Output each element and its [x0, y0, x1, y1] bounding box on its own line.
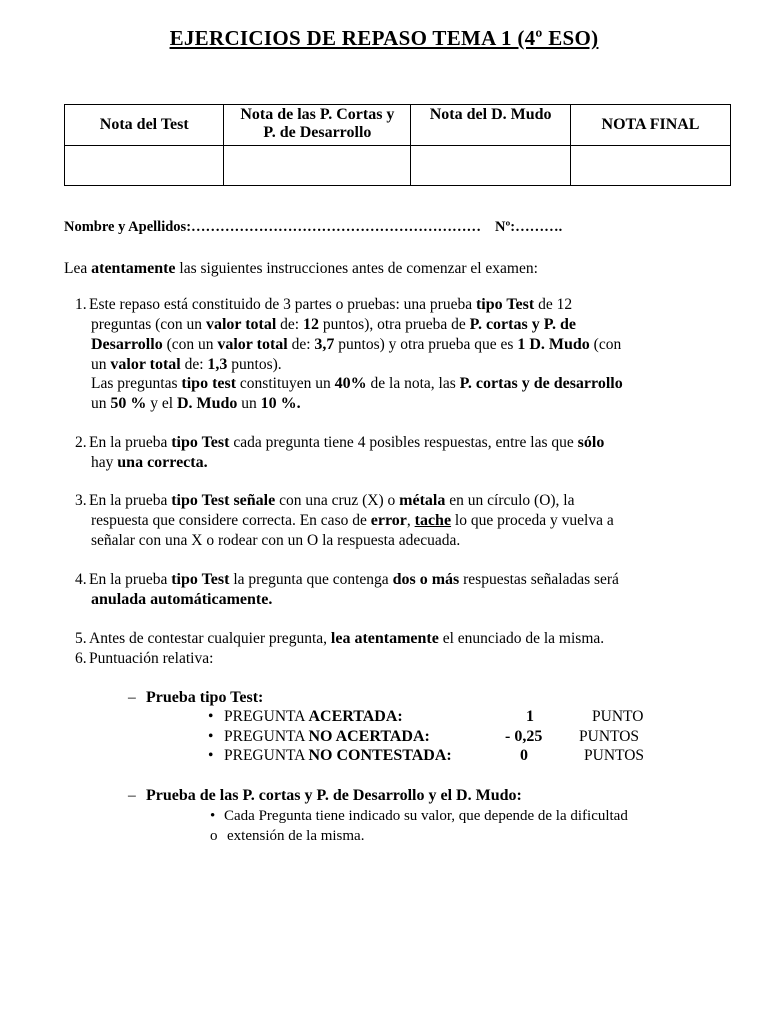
text: ,	[406, 512, 415, 529]
page-title: EJERCICIOS DE REPASO TEMA 1 (4º ESO)	[169, 26, 599, 50]
bold-text: métala	[399, 492, 446, 509]
text: En la prueba	[89, 571, 172, 588]
text: un	[91, 356, 111, 373]
short-answer-grade-cell[interactable]	[224, 146, 411, 186]
bold-text: valor total	[205, 316, 277, 333]
name-blank[interactable]: ……………………………………………………	[191, 219, 482, 235]
text: (con un	[162, 336, 218, 353]
bold-text: tache	[414, 512, 452, 529]
item-2-number: 2.	[75, 434, 87, 451]
bold-text: - 0,25	[505, 728, 543, 745]
dash-bullet: –	[128, 689, 136, 706]
item-6-number: 6.	[75, 650, 87, 667]
text: con una cruz (X) o	[275, 492, 400, 509]
bold-text: NO ACERTADA:	[308, 728, 430, 745]
number-blank[interactable]: ……….	[515, 219, 563, 235]
item-1-number: 1.	[75, 296, 87, 313]
bold-text: tipo test	[181, 375, 237, 392]
item-3-line-1	[75, 491, 722, 511]
item-5-number: 5.	[75, 630, 87, 647]
text: respuesta que considere correcta. En caso de	[91, 512, 371, 529]
intro-pre: Lea	[64, 260, 92, 277]
text: PUNTO	[592, 708, 644, 725]
bold-text: Desarrollo	[91, 336, 163, 353]
bold-text: anulada automáticamente.	[91, 591, 273, 608]
text: lo que proceda y vuelva a	[451, 512, 614, 529]
bold-text: 1,3	[207, 356, 228, 373]
item-2-line-1	[75, 433, 722, 453]
test-grade-cell[interactable]	[65, 146, 224, 186]
bold-text: Prueba de las P. cortas y P. de Desarrollo y el D. Mudo:	[146, 787, 522, 804]
bullet: •	[208, 728, 214, 745]
bullet: •	[208, 747, 214, 764]
bold-text: 50 %	[110, 395, 147, 412]
text: de:	[276, 316, 303, 333]
bold-text: ACERTADA:	[308, 708, 403, 725]
text: hay	[91, 454, 118, 471]
bold-text: sólo	[577, 434, 605, 451]
text: PREGUNTA	[224, 728, 309, 745]
text: puntos).	[227, 356, 282, 373]
header-blank-map-grade: Nota del D. Mudo	[411, 105, 571, 146]
name-label: Nombre y Apellidos:	[64, 219, 192, 235]
text: (con	[589, 336, 622, 353]
bold-text: P. cortas y de desarrollo	[459, 375, 623, 392]
bold-text: Prueba tipo Test:	[146, 689, 264, 706]
bullet: •	[208, 708, 214, 725]
grades-table	[64, 104, 731, 186]
score-row-incorrect	[208, 727, 668, 747]
text: Las preguntas	[91, 375, 182, 392]
dash-bullet: –	[128, 787, 136, 804]
text: PREGUNTA	[224, 708, 309, 725]
short-scoring-line-2	[210, 826, 364, 846]
text: un	[237, 395, 261, 412]
text: puntos), otra prueba de	[318, 316, 470, 333]
item-4-number: 4.	[75, 571, 87, 588]
text: En la prueba	[89, 434, 172, 451]
text: Puntuación relativa:	[89, 650, 214, 667]
final-grade-cell[interactable]	[571, 146, 731, 186]
intro-bold: atentamente	[91, 260, 176, 277]
bold-text: dos o más	[392, 571, 460, 588]
bold-text: tipo Test señale	[171, 492, 276, 509]
bold-text: una correcta.	[117, 454, 208, 471]
text: o	[210, 828, 218, 844]
number-label: Nº:	[495, 219, 516, 235]
text: en un círculo (O), la	[445, 492, 575, 509]
bold-text: 0	[520, 747, 528, 764]
text: preguntas (con un	[91, 316, 206, 333]
text: Cada Pregunta tiene indicado su valor, que depende de la dificultad	[224, 808, 628, 824]
text: de:	[287, 336, 315, 353]
header-short-answer-line1: Nota de las P. Cortas y	[240, 106, 395, 123]
grades-table-value-row	[65, 146, 731, 186]
header-test-grade: Nota del Test	[65, 105, 224, 146]
bold-text: valor total	[217, 336, 288, 353]
item-1-line-3	[91, 335, 722, 355]
item-4-line-1	[75, 570, 722, 590]
bold-text: tipo Test	[475, 296, 535, 313]
blank-map-grade-cell[interactable]	[411, 146, 571, 186]
text: constituyen un	[236, 375, 335, 392]
short-scoring-line-1	[210, 806, 628, 826]
score-row-unanswered	[208, 746, 668, 766]
bullet: •	[210, 808, 216, 824]
name-line	[64, 219, 562, 236]
text: PUNTOS	[579, 728, 640, 745]
text: de 12	[534, 296, 573, 313]
item-5	[75, 629, 604, 649]
text: un	[91, 395, 111, 412]
text: el enunciado de la misma.	[438, 630, 605, 647]
item-3-line-2	[91, 511, 722, 531]
intro-post: las siguientes instrucciones antes de comenzar el examen:	[175, 260, 538, 277]
bold-text: error	[370, 512, 407, 529]
header-short-answer-line2: P. de Desarrollo	[263, 124, 372, 141]
test-scoring-heading	[128, 688, 263, 708]
text: puntos) y otra prueba que es	[334, 336, 518, 353]
bold-text: tipo Test	[171, 571, 230, 588]
text: respuestas señaladas será	[459, 571, 619, 588]
score-row-correct	[208, 707, 668, 727]
header-short-answer-grade	[224, 105, 411, 146]
item-1-line-1	[75, 295, 722, 315]
item-6	[75, 649, 213, 669]
bold-text: D. Mudo	[176, 395, 238, 412]
bold-text: 3,7	[314, 336, 335, 353]
bold-text: tipo Test	[171, 434, 230, 451]
item-4-line-2	[91, 590, 272, 610]
text: extensión de la misma.	[227, 828, 365, 844]
bold-text: lea atentamente	[330, 630, 439, 647]
text: de:	[180, 356, 208, 373]
bold-text: 40%	[334, 375, 367, 392]
grades-table-header-row	[65, 105, 731, 146]
item-1-line-4	[91, 355, 282, 375]
text: de la nota, las	[366, 375, 460, 392]
item-1-line-5	[91, 374, 722, 394]
item-1-line-2	[91, 315, 722, 335]
text: Este repaso está constituido de 3 partes o pruebas: una prueba	[89, 296, 476, 313]
item-2-line-2	[91, 453, 208, 473]
bold-text: 1	[526, 708, 534, 725]
item-3-line-3: señalar con una X o rodear con un O la respuesta adecuada.	[91, 532, 461, 549]
bold-text: valor total	[110, 356, 181, 373]
short-scoring-heading	[128, 786, 522, 806]
text: la pregunta que contenga	[229, 571, 393, 588]
header-final-grade: NOTA FINAL	[571, 105, 731, 146]
bold-text: P. cortas y P. de	[469, 316, 577, 333]
text: y el	[146, 395, 177, 412]
bold-text: 10 %.	[260, 395, 301, 412]
item-3-number: 3.	[75, 492, 87, 509]
bold-text: 1 D. Mudo	[517, 336, 590, 353]
intro-text	[64, 259, 538, 279]
bold-text: 12	[302, 316, 319, 333]
item-1-line-6	[91, 394, 301, 414]
text: cada pregunta tiene 4 posibles respuestas, entre las que	[229, 434, 578, 451]
text: En la prueba	[89, 492, 172, 509]
text: PREGUNTA	[224, 747, 309, 764]
text: PUNTOS	[584, 747, 645, 764]
text: Antes de contestar cualquier pregunta,	[89, 630, 331, 647]
bold-text: NO CONTESTADA:	[308, 747, 452, 764]
